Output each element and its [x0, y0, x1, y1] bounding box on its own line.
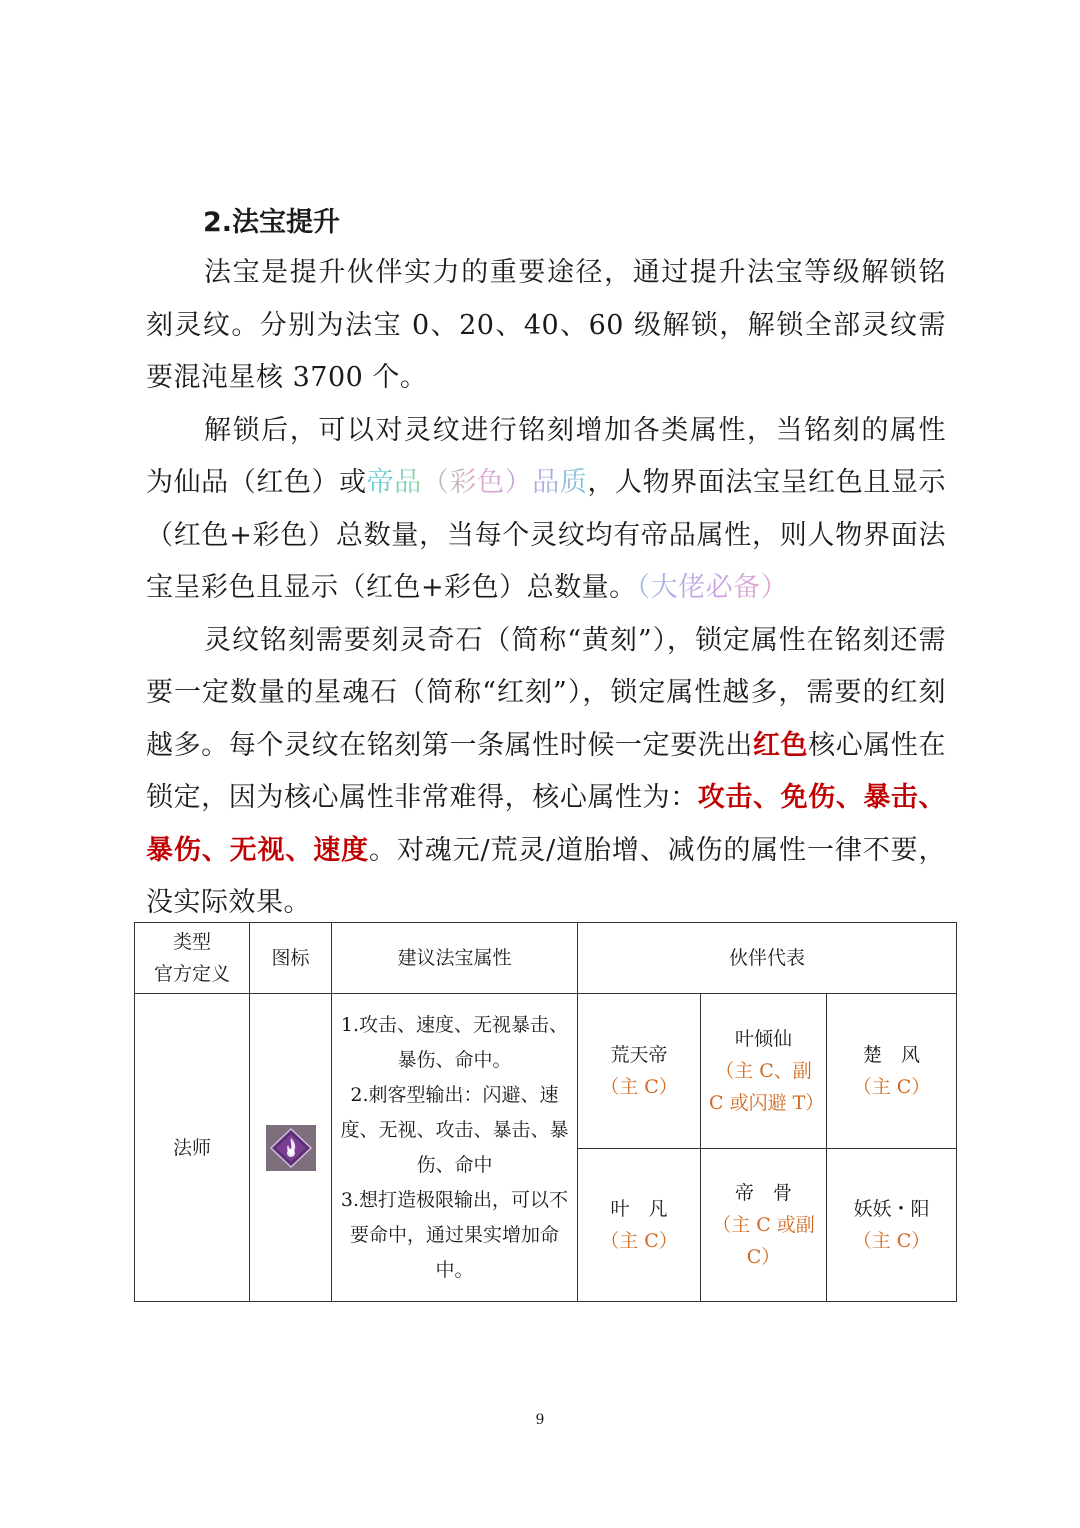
partner-cell: [827, 1149, 957, 1302]
partner-name: 叶倾仙: [734, 1028, 792, 1050]
p2-text-a: 解锁后，可以对灵纹进行铭刻增加各类属性，当铭刻的属性为仙品（红色）或: [146, 414, 946, 498]
p3-text-b: 核心属性在锁定，因为核心属性非常难得，核心属性为：: [146, 729, 947, 813]
attribute-suggestions: [332, 994, 578, 1302]
icon-cell: [250, 994, 332, 1302]
rainbow-quality-text: 帝品（彩色）品质: [366, 467, 588, 498]
partner-cell: [827, 994, 957, 1149]
partner-cell: [578, 994, 701, 1149]
p2-text-b: ，人物界面法宝呈红色且显示（红色+彩色）总数量，当每个灵纹均有帝品属性，则人物界面法宝呈彩色且显示（红色+彩色）总数量。: [146, 467, 947, 603]
partner-role: （主 C 或副 C）: [712, 1214, 815, 1268]
paragraph-3: [146, 615, 946, 930]
header-partners: 伙伴代表: [578, 923, 957, 994]
p3-text-c: 。对魂元/荒灵/道胎增、减伤的属性一律不要，没实际效果。: [146, 834, 946, 918]
partner-name: 帝 骨: [734, 1182, 792, 1204]
partner-cell: [701, 994, 827, 1149]
partner-cell: [578, 1149, 701, 1302]
partner-name: 叶 凡: [610, 1198, 668, 1220]
partner-role: （主 C）: [852, 1230, 931, 1252]
table-header-row: [135, 923, 957, 994]
header-attributes: 建议法宝属性: [332, 923, 578, 994]
partner-role: （主 C）: [600, 1076, 678, 1098]
mage-class-icon: [266, 1125, 316, 1171]
header-icon: 图标: [250, 923, 332, 994]
table-row: [135, 994, 957, 1149]
partner-name: 楚 风: [862, 1044, 920, 1066]
partner-role: （主 C）: [600, 1230, 678, 1252]
partner-role: （主 C、副 C 或闪避 T）: [709, 1060, 825, 1114]
attr-line-2: 2.刺客型输出：闪避、速度、无视、攻击、暴击、暴伤、命中: [340, 1083, 569, 1176]
type-cell: 法师: [135, 994, 250, 1302]
p3-text-a: 灵纹铭刻需要刻灵奇石（简称“黄刻”），锁定属性在铭刻还需要一定数量的星魂石（简称“红刻”），锁定属性越多，需要的红刻越多。每个灵纹在铭刻第一条属性时候一定要洗出: [146, 624, 946, 761]
attr-line-1: 1.攻击、速度、无视暴击、暴伤、命中。: [340, 1013, 569, 1071]
header-type-line1: 类型: [172, 931, 211, 953]
paragraph-2: [146, 405, 946, 615]
treasure-attribute-table: [134, 922, 957, 1302]
header-type-line2: 官方定义: [153, 963, 230, 985]
partner-role: （主 C）: [852, 1076, 931, 1098]
core-attributes-highlight: 攻击、免伤、暴击、暴伤、无视、速度: [146, 782, 947, 866]
boss-note: （大佬必备）: [636, 572, 789, 603]
partner-name: 荒天帝: [610, 1044, 668, 1066]
partner-cell: [701, 1149, 827, 1302]
body-text: [146, 247, 946, 930]
red-highlight-1: 红色: [752, 729, 809, 761]
attr-line-3: 3.想打造极限输出，可以不要命中，通过果实增加命中。: [340, 1188, 569, 1281]
section-heading: 2.法宝提升: [203, 207, 341, 238]
paragraph-1: 法宝是提升伙伴实力的重要途径，通过提升法宝等级解锁铭刻灵纹。分别为法宝 0、20、40、60 级解锁，解锁全部灵纹需要混沌星核 3700 个。: [146, 257, 946, 393]
header-type: [135, 923, 250, 994]
partner-name: 妖妖・阳: [853, 1198, 930, 1220]
page-number: 9: [535, 1412, 545, 1428]
